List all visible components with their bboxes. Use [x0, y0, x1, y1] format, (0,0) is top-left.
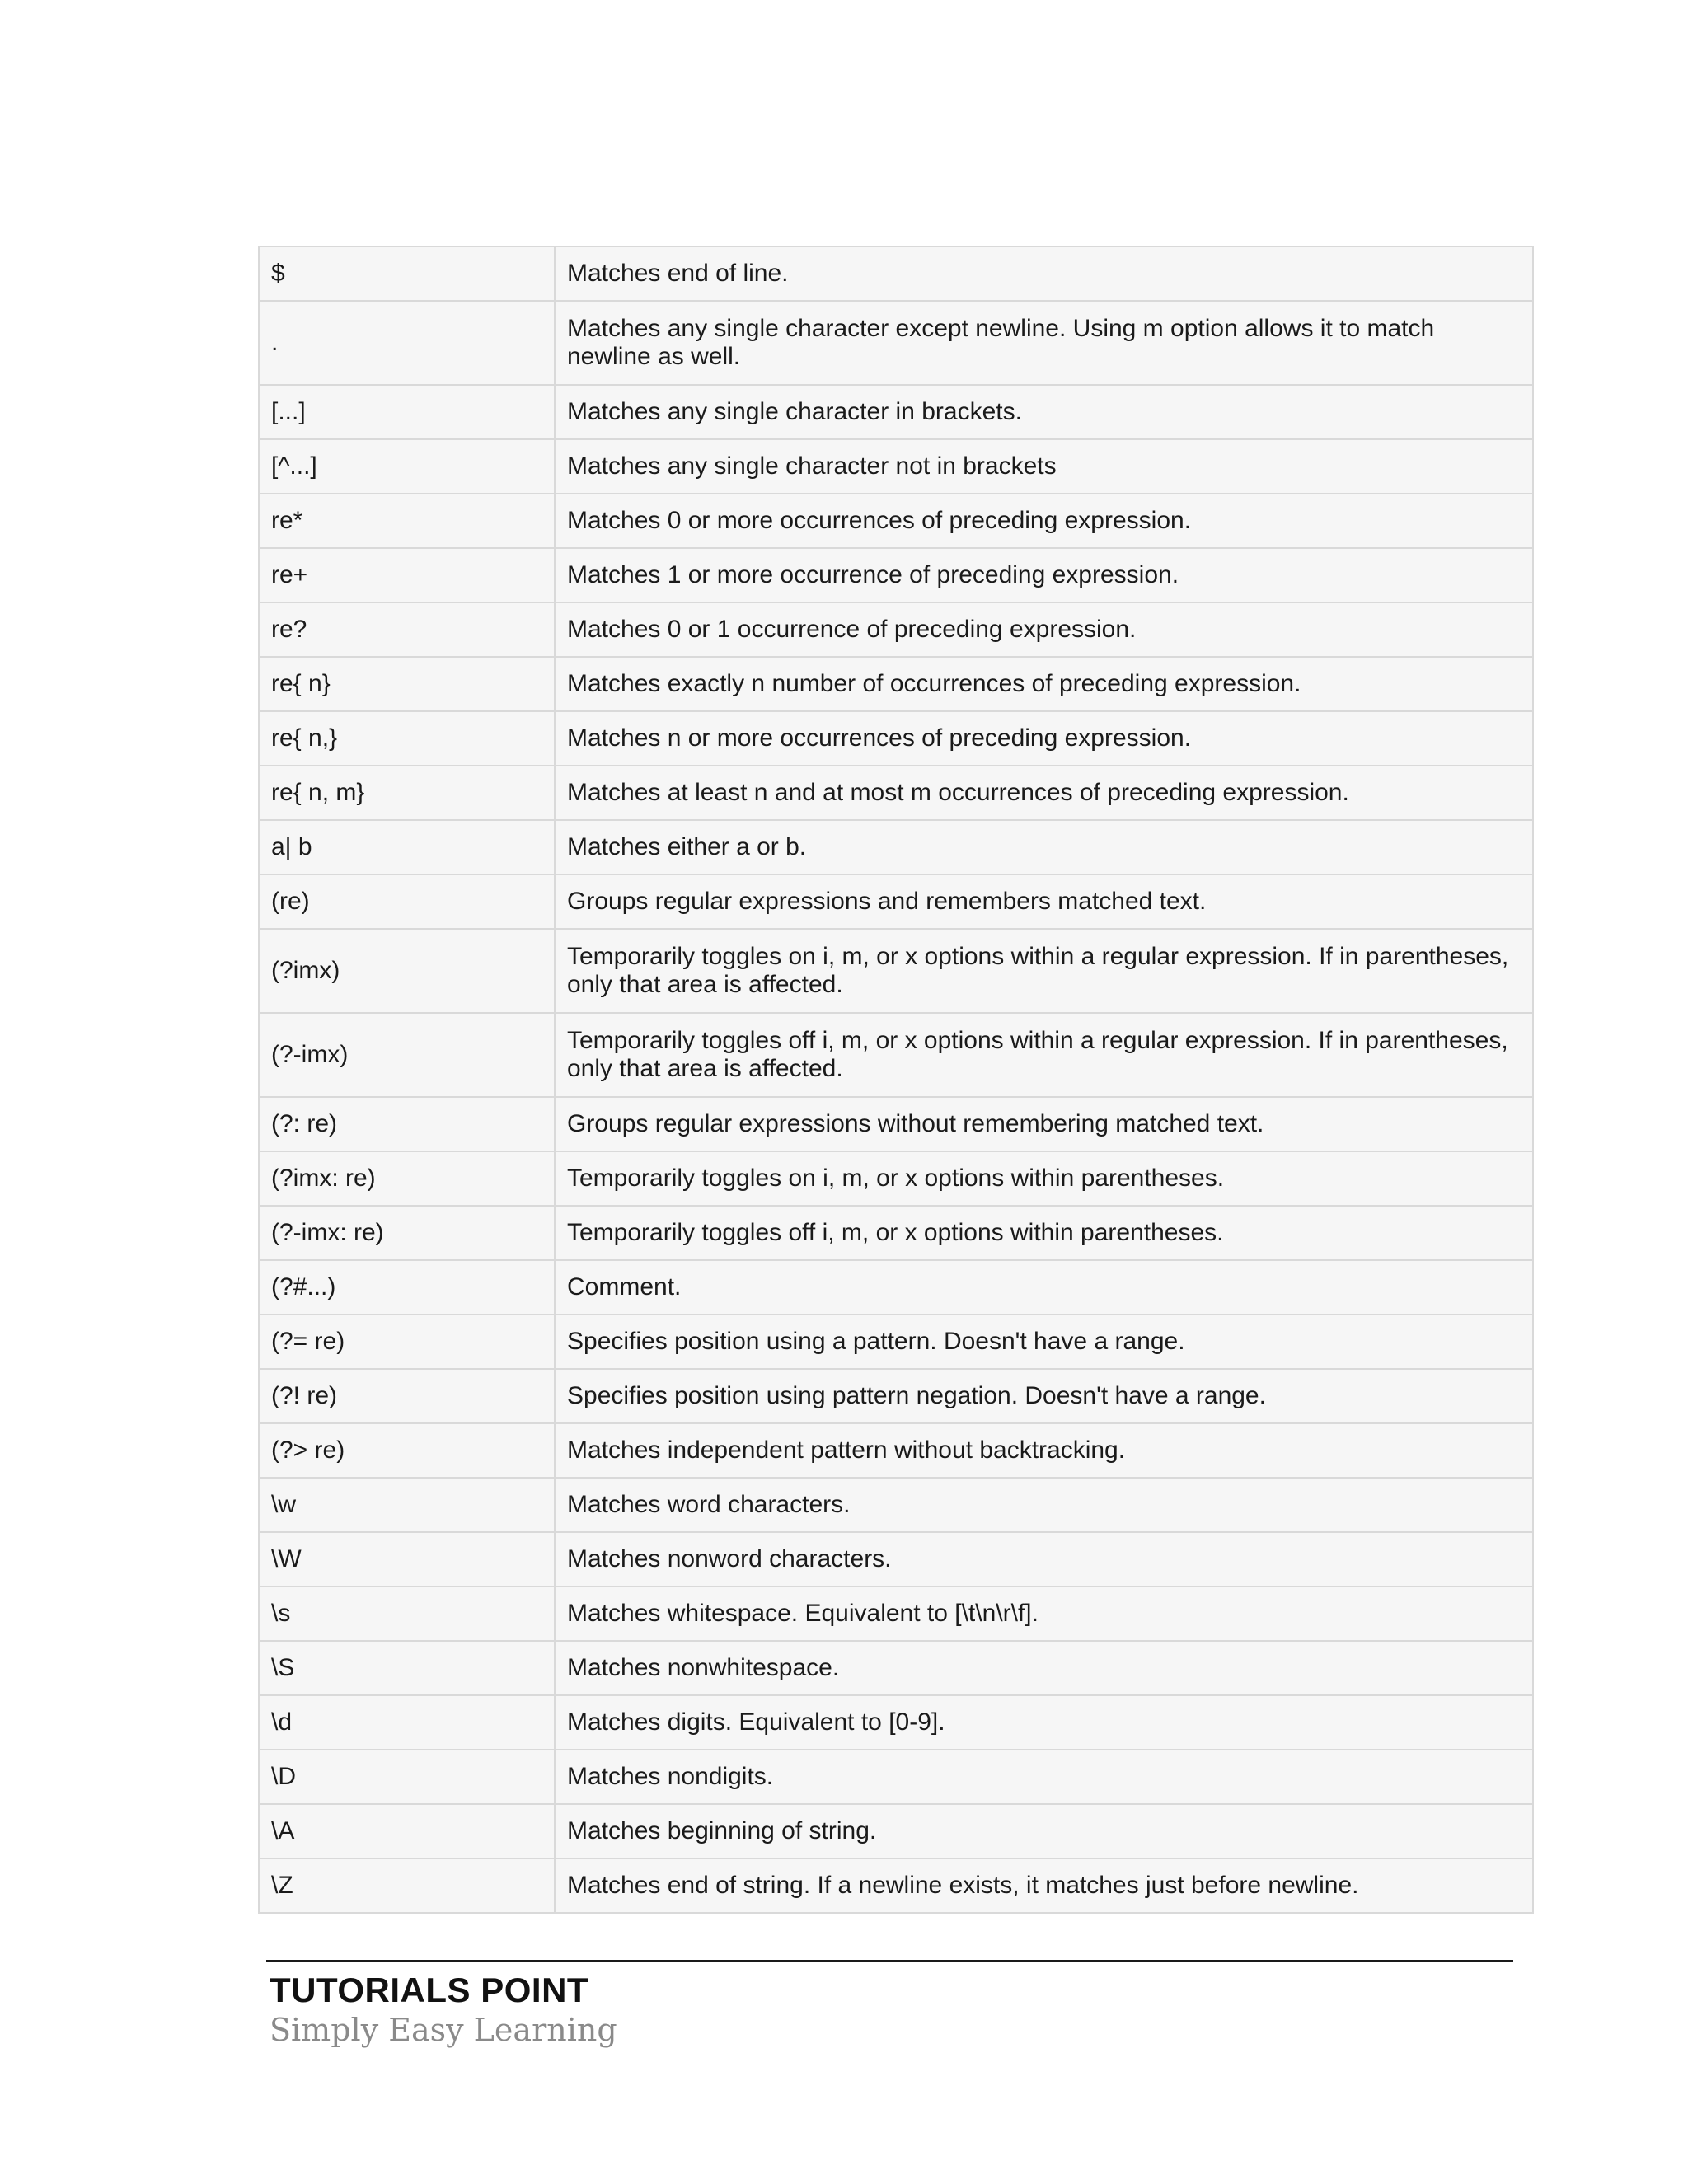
footer-tagline: Simply Easy Learning	[270, 2012, 617, 2048]
pattern-cell: (?#...)	[259, 1260, 555, 1315]
pattern-cell: (?> re)	[259, 1423, 555, 1478]
table-row	[259, 1206, 1533, 1260]
description-cell: Matches nondigits.	[555, 1750, 1533, 1804]
description-cell: Matches end of line.	[555, 246, 1533, 301]
description-cell: Groups regular expressions and remembers matched text.	[555, 874, 1533, 929]
pattern-cell: $	[259, 246, 555, 301]
pattern-cell: \w	[259, 1478, 555, 1532]
table-row	[259, 1804, 1533, 1858]
table-row	[259, 494, 1533, 548]
pattern-cell: (re)	[259, 874, 555, 929]
description-cell: Matches 0 or 1 occurrence of preceding expression.	[555, 602, 1533, 657]
description-cell: Matches either a or b.	[555, 820, 1533, 874]
pattern-cell: (?-imx: re)	[259, 1206, 555, 1260]
pattern-cell: re{ n, m}	[259, 766, 555, 820]
pattern-cell: (?imx: re)	[259, 1151, 555, 1206]
pattern-cell: (?imx)	[259, 929, 555, 1013]
table-row	[259, 766, 1533, 820]
pattern-cell: [^...]	[259, 439, 555, 494]
pattern-cell: re?	[259, 602, 555, 657]
table-row	[259, 1097, 1533, 1151]
description-cell: Matches n or more occurrences of preceding expression.	[555, 711, 1533, 766]
table-row	[259, 439, 1533, 494]
description-cell: Matches 0 or more occurrences of preceding expression.	[555, 494, 1533, 548]
table-row	[259, 385, 1533, 439]
pattern-cell: re+	[259, 548, 555, 602]
table-row	[259, 1151, 1533, 1206]
pattern-cell: \s	[259, 1586, 555, 1641]
description-cell: Matches at least n and at most m occurrences of preceding expression.	[555, 766, 1533, 820]
table-row	[259, 246, 1533, 301]
pattern-cell: \D	[259, 1750, 555, 1804]
table-row	[259, 1858, 1533, 1913]
pattern-cell: .	[259, 301, 555, 385]
pattern-cell: re*	[259, 494, 555, 548]
table-row	[259, 874, 1533, 929]
table-row	[259, 1586, 1533, 1641]
pattern-cell: (?-imx)	[259, 1013, 555, 1097]
pattern-cell: re{ n}	[259, 657, 555, 711]
description-cell: Matches nonwhitespace.	[555, 1641, 1533, 1695]
pattern-cell: \d	[259, 1695, 555, 1750]
description-cell: Groups regular expressions without remembering matched text.	[555, 1097, 1533, 1151]
table-row	[259, 1013, 1533, 1097]
table-row	[259, 657, 1533, 711]
footer-divider	[266, 1960, 1513, 1962]
description-cell: Matches whitespace. Equivalent to [\t\n\r\f].	[555, 1586, 1533, 1641]
table-row	[259, 1478, 1533, 1532]
pattern-cell: \Z	[259, 1858, 555, 1913]
footer-brand: TUTORIALS POINT	[270, 1971, 589, 2009]
pattern-cell: \W	[259, 1532, 555, 1586]
pattern-cell: re{ n,}	[259, 711, 555, 766]
description-cell: Temporarily toggles off i, m, or x options within a regular expression. If in parentheses, only that area is affected.	[555, 1013, 1533, 1097]
description-cell: Temporarily toggles on i, m, or x options within a regular expression. If in parentheses, only that area is affected.	[555, 929, 1533, 1013]
pattern-cell: (?= re)	[259, 1315, 555, 1369]
table-row	[259, 1641, 1533, 1695]
description-cell: Matches nonword characters.	[555, 1532, 1533, 1586]
description-cell: Comment.	[555, 1260, 1533, 1315]
description-cell: Matches independent pattern without backtracking.	[555, 1423, 1533, 1478]
description-cell: Matches beginning of string.	[555, 1804, 1533, 1858]
table-row	[259, 1532, 1533, 1586]
table-row	[259, 602, 1533, 657]
description-cell: Matches any single character except newline. Using m option allows it to match newline as well.	[555, 301, 1533, 385]
description-cell: Temporarily toggles on i, m, or x options within parentheses.	[555, 1151, 1533, 1206]
table-row	[259, 1315, 1533, 1369]
description-cell: Matches 1 or more occurrence of preceding expression.	[555, 548, 1533, 602]
description-cell: Matches any single character in brackets.	[555, 385, 1533, 439]
description-cell: Specifies position using pattern negation. Doesn't have a range.	[555, 1369, 1533, 1423]
regex-table	[258, 246, 1534, 1914]
table-row	[259, 548, 1533, 602]
pattern-cell: [...]	[259, 385, 555, 439]
description-cell: Matches any single character not in brackets	[555, 439, 1533, 494]
table-row	[259, 1260, 1533, 1315]
pattern-cell: (?: re)	[259, 1097, 555, 1151]
table-row	[259, 301, 1533, 385]
pattern-cell: \S	[259, 1641, 555, 1695]
pattern-cell: a| b	[259, 820, 555, 874]
description-cell: Matches exactly n number of occurrences of preceding expression.	[555, 657, 1533, 711]
table-row	[259, 1423, 1533, 1478]
description-cell: Temporarily toggles off i, m, or x options within parentheses.	[555, 1206, 1533, 1260]
table-row	[259, 711, 1533, 766]
table-row	[259, 1750, 1533, 1804]
pattern-cell: \A	[259, 1804, 555, 1858]
pattern-cell: (?! re)	[259, 1369, 555, 1423]
description-cell: Matches end of string. If a newline exists, it matches just before newline.	[555, 1858, 1533, 1913]
table-row	[259, 1695, 1533, 1750]
table-row	[259, 929, 1533, 1013]
table-row	[259, 1369, 1533, 1423]
description-cell: Specifies position using a pattern. Doesn't have a range.	[555, 1315, 1533, 1369]
table-row	[259, 820, 1533, 874]
description-cell: Matches digits. Equivalent to [0-9].	[555, 1695, 1533, 1750]
description-cell: Matches word characters.	[555, 1478, 1533, 1532]
